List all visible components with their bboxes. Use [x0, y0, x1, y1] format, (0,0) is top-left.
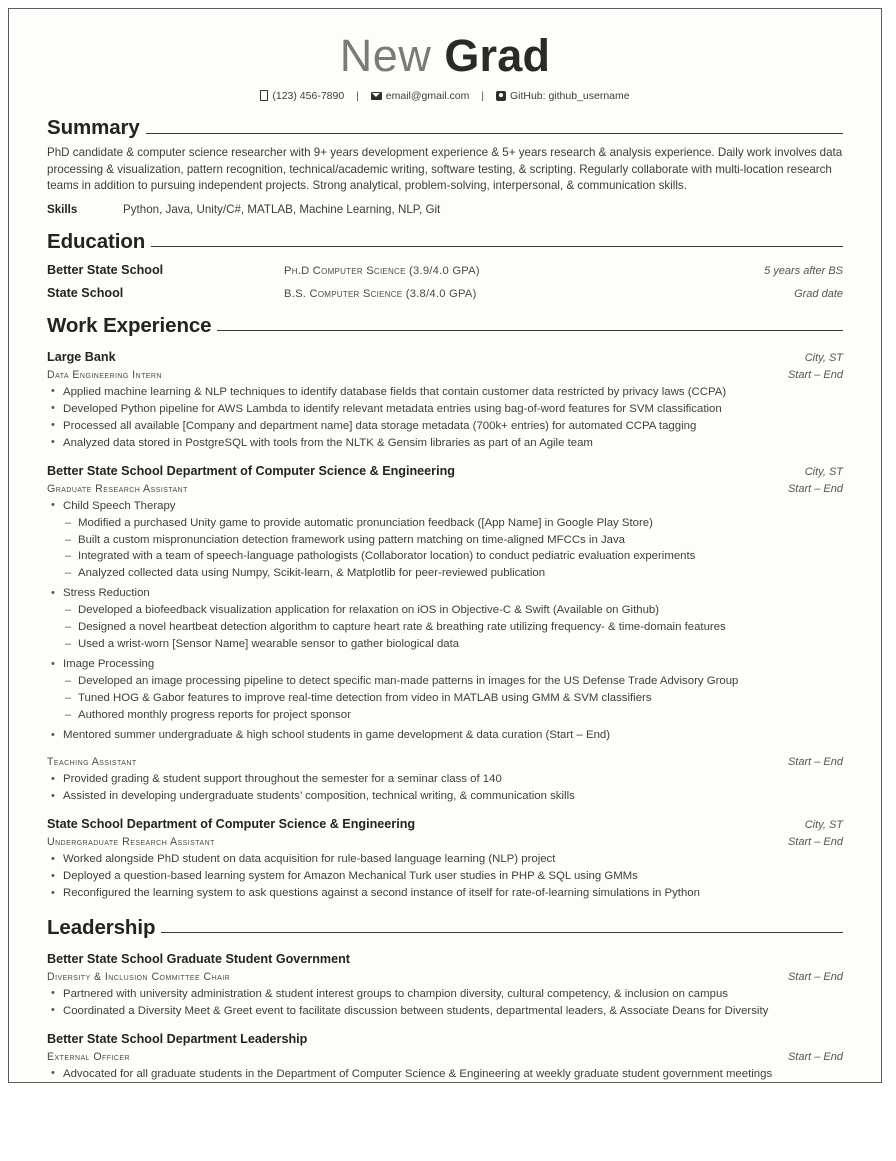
job-location: City, ST — [804, 819, 843, 832]
job-subbullet-list — [47, 603, 843, 653]
job-subbullet: – Integrated with a team of speech-language pathologists (Collaborator location) to conduct pediatric evaluation experiments — [47, 549, 843, 565]
contact-github[interactable] — [496, 90, 630, 102]
job-subbullet: – Developed a biofeedback visualization application for relaxation on iOS in Objective-C & Swift (Available on Github) — [47, 603, 843, 619]
job-role: Graduate Research Assistant — [47, 482, 188, 495]
section-work-experience — [47, 314, 843, 902]
job-bullet-list — [47, 586, 843, 602]
job-subbullet: – Designed a novel heartbeat detection algorithm to capture heart rate & breathing rate utilizing frequency- & time-domain features — [47, 620, 843, 636]
job-entry — [47, 817, 843, 902]
job-subbullet: – Tuned HOG & Gabor features to improve real-time detection from video in MATLAB using GMM & SVM classifiers — [47, 691, 843, 707]
summary-rule — [146, 133, 843, 134]
section-leadership — [47, 916, 843, 1083]
job-subheader — [47, 836, 843, 848]
job-subbullet: – Built a custom mispronunciation detection framework using pattern matching on time-aligned MFCCs in Java — [47, 533, 843, 549]
education-entry — [47, 286, 843, 300]
education-heading — [47, 230, 843, 254]
job-bullet-list — [47, 657, 843, 673]
leadership-organization: Better State School Department Leadership — [47, 1031, 308, 1046]
job-subbullet-list — [47, 674, 843, 724]
candidate-name — [47, 30, 843, 81]
job-subheader — [47, 369, 843, 381]
job-organization: Large Bank — [47, 349, 116, 364]
education-school: State School — [47, 285, 124, 300]
work-heading — [47, 314, 843, 338]
contact-phone-text: (123) 456-7890 — [272, 90, 345, 103]
job-bullet: • Mentored summer undergraduate & high school students in game development & data curation (Start – End) — [47, 728, 843, 744]
leadership-role: Diversity & Inclusion Committee Chair — [47, 970, 231, 983]
job-bullet: • Analyzed data stored in PostgreSQL with tools from the NLTK & Gensim libraries as part of an Agile team — [47, 436, 843, 452]
job-subheader — [47, 756, 843, 768]
contact-separator-2: | — [481, 90, 485, 103]
job-header — [47, 817, 843, 831]
job-bullet-list — [47, 728, 843, 744]
job-bullet: • Provided grading & student support throughout the semester for a seminar class of 140 — [47, 772, 843, 788]
job-dates: Start – End — [787, 482, 843, 495]
section-summary — [47, 116, 843, 215]
job-bullet: • Reconfigured the learning system to ask questions against a second instance of itself for rate-of-learning simulations in Python — [47, 886, 843, 902]
job-bullet: • Processed all available [Company and department name] data storage metadata (700k+ entries) for automated CCPA tagging — [47, 419, 843, 435]
section-education — [47, 230, 843, 300]
leadership-subheader — [47, 1051, 843, 1063]
job-bullet-list — [47, 385, 843, 452]
skills-value: Python, Java, Unity/C#, MATLAB, Machine Learning, NLP, Git — [123, 202, 441, 216]
leadership-role: External Officer — [47, 1050, 131, 1063]
job-bullet-group: • Image Processing — [47, 657, 843, 673]
leadership-bullet-list — [47, 1067, 843, 1083]
job-location: City, ST — [804, 465, 843, 478]
education-date: 5 years after BS — [764, 264, 843, 277]
work-title: Work Experience — [47, 313, 212, 337]
work-rule — [217, 330, 843, 331]
leadership-entry — [47, 1032, 843, 1083]
leadership-subheader — [47, 971, 843, 983]
job-dates: Start – End — [787, 756, 843, 769]
job-role: Undergraduate Research Assistant — [47, 836, 215, 849]
skills-label: Skills — [47, 202, 78, 216]
summary-title: Summary — [47, 116, 140, 140]
education-degree: Ph.D Computer Science (3.9/4.0 GPA) — [284, 264, 480, 277]
job-subheader — [47, 483, 843, 495]
job-bullet-list — [47, 499, 843, 515]
leadership-bullet: • Coordinated a Diversity Meet & Greet event to facilitate discussion between students, departmental leaders, & Associate Deans for Diversity — [47, 1004, 843, 1020]
job-bullet-list — [47, 852, 843, 902]
skills-row — [47, 203, 843, 216]
leadership-title: Leadership — [47, 915, 156, 939]
job-header — [47, 350, 843, 364]
first-name: New — [339, 30, 432, 81]
leadership-bullet-list — [47, 987, 843, 1020]
job-subbullet: – Modified a purchased Unity game to provide automatic pronunciation feedback ([App Name] in Google Play Store) — [47, 516, 843, 532]
job-bullet: • Developed Python pipeline for AWS Lambda to identify relevant metadata entries using bag-of-word features for SVM classification — [47, 402, 843, 418]
education-entry — [47, 263, 843, 277]
job-entry — [47, 350, 843, 452]
job-organization: State School Department of Computer Science & Engineering — [47, 817, 416, 832]
resume-content — [9, 9, 881, 1093]
contact-phone[interactable] — [260, 90, 344, 102]
job-role: Data Engineering Intern — [47, 368, 162, 381]
phone-icon — [260, 90, 268, 101]
job-bullet: • Worked alongside PhD student on data acquisition for rule-based language learning (NLP) project — [47, 852, 843, 868]
job-dates: Start – End — [787, 368, 843, 381]
leadership-heading — [47, 916, 843, 940]
leadership-bullet: • Partnered with university administration & student interest groups to champion diversity, cultural competency, & inclusion on campus — [47, 987, 843, 1003]
job-entry — [47, 464, 843, 745]
last-name: Grad — [444, 30, 551, 81]
job-subbullet: – Authored monthly progress reports for project sponsor — [47, 708, 843, 724]
leadership-entry — [47, 952, 843, 1020]
github-icon — [496, 91, 506, 101]
leadership-bullet: • Advocated for all graduate students in the Department of Computer Science & Engineering at weekly graduate student government meetings — [47, 1067, 843, 1083]
job-subbullet: – Developed an image processing pipeline to detect specific man-made patterns in images for the US Defense Trade Advisory Group — [47, 674, 843, 690]
job-bullet-list — [47, 772, 843, 805]
summary-paragraph: PhD candidate & computer science researcher with 9+ years development experience & 5+ years research & analysis experience. Daily work involves data processing & visualization, pattern recognition, technical/academic writing, software testing, & scripting. Regularly collaborate with multi-location research teams in addition to pursuing independent projects. Strong analytical, problem-solving, interpersonal, & communication skills. — [47, 146, 843, 193]
education-title: Education — [47, 229, 146, 253]
summary-heading — [47, 116, 843, 140]
job-subbullet-list — [47, 516, 843, 583]
contact-github-text: GitHub: github_username — [509, 90, 630, 103]
contact-email[interactable] — [371, 90, 470, 102]
job-bullet: • Deployed a question-based learning system for Amazon Mechanical Turk user studies in PHP & SQL using GMMs — [47, 869, 843, 885]
education-date: Grad date — [794, 287, 843, 300]
education-rule — [151, 246, 843, 247]
job-bullet-group: • Stress Reduction — [47, 586, 843, 602]
education-degree: B.S. Computer Science (3.8/4.0 GPA) — [284, 287, 477, 300]
resume-page — [8, 8, 882, 1083]
job-subbullet: – Used a wrist-worn [Sensor Name] wearable sensor to gather biological data — [47, 637, 843, 653]
job-bullet-group: • Child Speech Therapy — [47, 499, 843, 515]
contact-separator-1: | — [356, 90, 359, 103]
leadership-header — [47, 1032, 843, 1046]
job-location: City, ST — [804, 351, 843, 364]
contact-email-text: email@gmail.com — [385, 90, 470, 103]
education-school: Better State School — [47, 262, 164, 277]
job-subbullet: – Analyzed collected data using Numpy, Scikit-learn, & Matplotlib for peer-reviewed publication — [47, 566, 843, 582]
leadership-header — [47, 952, 843, 966]
contact-bar — [47, 90, 843, 102]
job-role: Teaching Assistant — [47, 756, 137, 769]
leadership-dates: Start – End — [787, 970, 843, 983]
job-organization: Better State School Department of Computer Science & Engineering — [47, 463, 455, 478]
job-entry — [47, 756, 843, 805]
job-bullet: • Assisted in developing undergraduate students’ composition, technical writing, & communication skills — [47, 789, 843, 805]
leadership-organization: Better State School Graduate Student Government — [47, 951, 351, 966]
job-bullet: • Applied machine learning & NLP techniques to identify database fields that contain customer data restricted by privacy laws (CCPA) — [47, 385, 843, 401]
leadership-dates: Start – End — [787, 1050, 843, 1063]
leadership-rule — [161, 932, 843, 933]
job-header — [47, 464, 843, 478]
job-dates: Start – End — [787, 836, 843, 849]
email-icon — [371, 92, 382, 100]
